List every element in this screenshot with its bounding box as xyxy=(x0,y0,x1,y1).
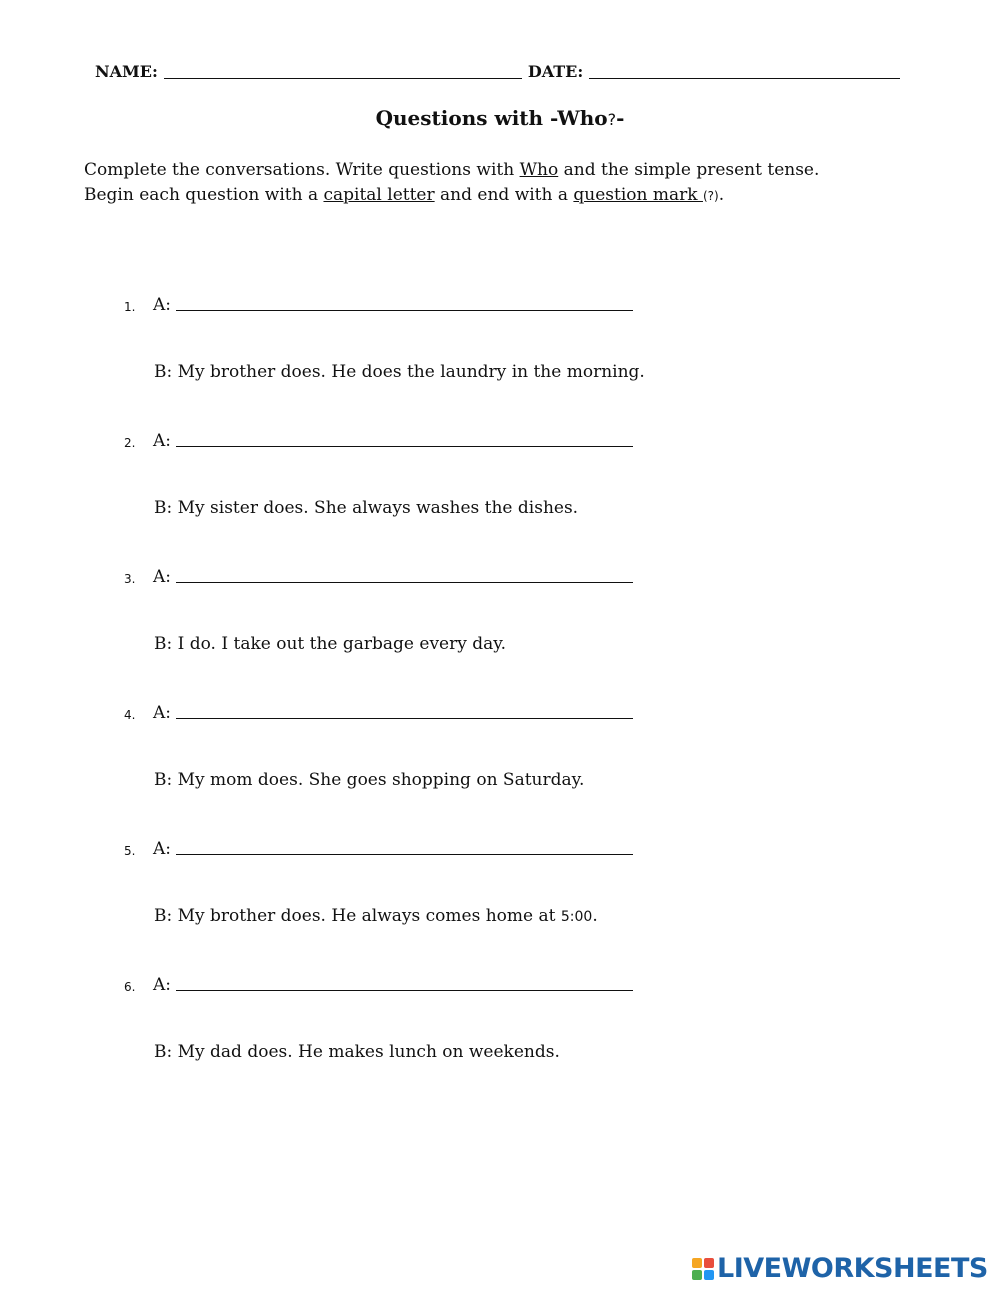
b-text: B: My brother does. He always comes home at xyxy=(154,906,561,926)
item-number: 1. xyxy=(124,300,136,314)
question-row xyxy=(0,838,700,864)
question-row xyxy=(0,702,700,728)
instructions-line-2 xyxy=(84,183,944,209)
b-time: 5:00 xyxy=(560,909,593,925)
date-label: DATE: xyxy=(527,62,584,81)
question-row xyxy=(0,294,700,320)
answer-input-line[interactable] xyxy=(176,854,633,855)
answer-b-text xyxy=(154,905,598,928)
item-number: 3. xyxy=(124,572,136,586)
instructions-question-mark-symbol: (?) xyxy=(702,189,719,203)
instructions-text: Begin each question with a xyxy=(84,185,324,205)
name-input-line[interactable] xyxy=(164,78,522,79)
answer-b-text xyxy=(154,497,578,519)
answer-input-line[interactable] xyxy=(176,446,633,447)
item-number: 6. xyxy=(124,980,136,994)
a-label: A: xyxy=(153,975,172,995)
name-label: NAME: xyxy=(95,62,158,81)
b-text: B: My mom does. She goes shopping on Saturday. xyxy=(154,770,585,790)
item-number: 4. xyxy=(124,708,136,722)
b-text: B: I do. I take out the garbage every day. xyxy=(154,634,507,654)
question-row xyxy=(0,430,700,456)
a-label: A: xyxy=(153,567,172,587)
b-end: . xyxy=(592,906,598,926)
a-label: A: xyxy=(153,431,172,451)
instructions-who-underlined: Who xyxy=(519,160,559,180)
answer-input-line[interactable] xyxy=(176,582,633,583)
question-row xyxy=(0,566,700,592)
instructions xyxy=(84,158,944,209)
instructions-line-1 xyxy=(84,158,944,183)
liveworksheets-logo[interactable] xyxy=(692,1255,988,1283)
b-text: B: My sister does. She always washes the dishes. xyxy=(154,498,579,518)
instructions-text: . xyxy=(718,185,725,205)
title-main: Questions with -Who xyxy=(375,106,608,130)
item-number: 2. xyxy=(124,436,136,450)
item-number: 5. xyxy=(124,844,136,858)
answer-b-text xyxy=(154,769,584,791)
question-row xyxy=(0,974,700,1000)
answer-input-line[interactable] xyxy=(176,310,633,311)
a-label: A: xyxy=(153,703,172,723)
date-input-line[interactable] xyxy=(589,78,900,79)
name-date-header xyxy=(95,60,900,82)
page-title xyxy=(0,105,1000,133)
title-question-mark: ? xyxy=(607,110,617,129)
instructions-capital-letter-underlined: capital letter xyxy=(323,185,435,205)
instructions-text: Complete the conversations. Write questions with xyxy=(84,160,520,180)
answer-b-text xyxy=(154,633,506,655)
answer-input-line[interactable] xyxy=(176,990,633,991)
a-label: A: xyxy=(153,295,172,315)
answer-b-text xyxy=(154,361,645,383)
a-label: A: xyxy=(153,839,172,859)
liveworksheets-logo-icon xyxy=(692,1258,714,1280)
b-text: B: My brother does. He does the laundry in the morning. xyxy=(154,362,645,382)
answer-b-text xyxy=(154,1041,560,1063)
instructions-text: and the simple present tense. xyxy=(558,160,820,180)
instructions-text: and end with a xyxy=(434,185,574,205)
answer-input-line[interactable] xyxy=(176,718,633,719)
logo-text: LIVEWORKSHEETS xyxy=(717,1253,988,1284)
title-suffix: - xyxy=(616,106,625,130)
b-text: B: My dad does. He makes lunch on weekends. xyxy=(154,1042,560,1062)
instructions-question-mark-underlined: question mark xyxy=(573,185,703,205)
